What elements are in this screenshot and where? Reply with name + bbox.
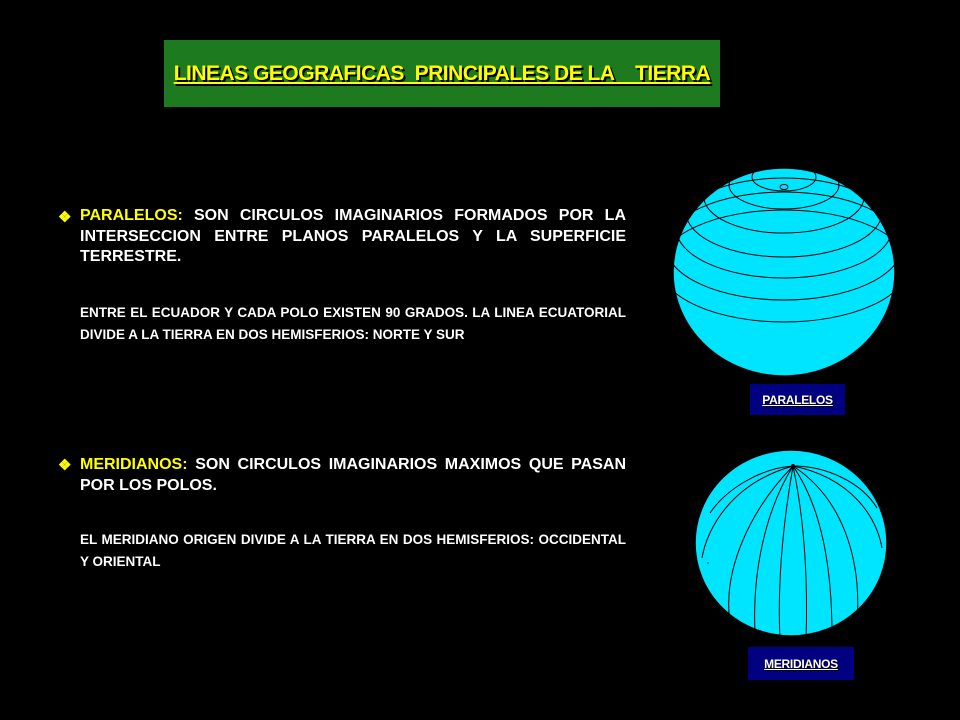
meridianos-detail: EL MERIDIANO ORIGEN DIVIDE A LA TIERRA EN DOS HEMISFERIOS: OCCIDENTAL Y ORIENTAL — [80, 532, 626, 569]
diamond-bullet-icon: ❖ — [58, 457, 72, 474]
meridians-globe-image — [692, 448, 892, 640]
paralelos-definition-text: SON CIRCULOS IMAGINARIOS FORMADOS POR LA INTERSECCION ENTRE PLANOS PARALELOS Y LA SUPERFICIE TERRESTRE. — [80, 207, 626, 265]
parallels-globe-image — [670, 160, 900, 380]
title-banner — [164, 40, 720, 107]
slide-title: LINEAS GEOGRAFICAS PRINCIPALES DE LA TIERRA — [173, 61, 711, 85]
diamond-bullet-icon: ❖ — [58, 209, 72, 226]
meridianos-definition-text: SON CIRCULOS IMAGINARIOS MAXIMOS QUE PASAN POR LOS POLOS. — [80, 456, 626, 494]
meridianos-label: MERIDIANOS — [748, 647, 854, 680]
paralelos-label: PARALELOS — [750, 384, 845, 415]
paralelos-detail: ENTRE EL ECUADOR Y CADA POLO EXISTEN 90 GRADOS. LA LINEA ECUATORIAL DIVIDE A LA TIERRA EN DOS HEMISFERIOS: NORTE Y SUR — [80, 305, 626, 342]
paralelos-term: PARALELOS: — [80, 207, 183, 224]
meridianos-term: MERIDIANOS: — [80, 456, 188, 473]
paralelos-definition — [80, 206, 626, 268]
meridianos-definition — [80, 455, 626, 496]
